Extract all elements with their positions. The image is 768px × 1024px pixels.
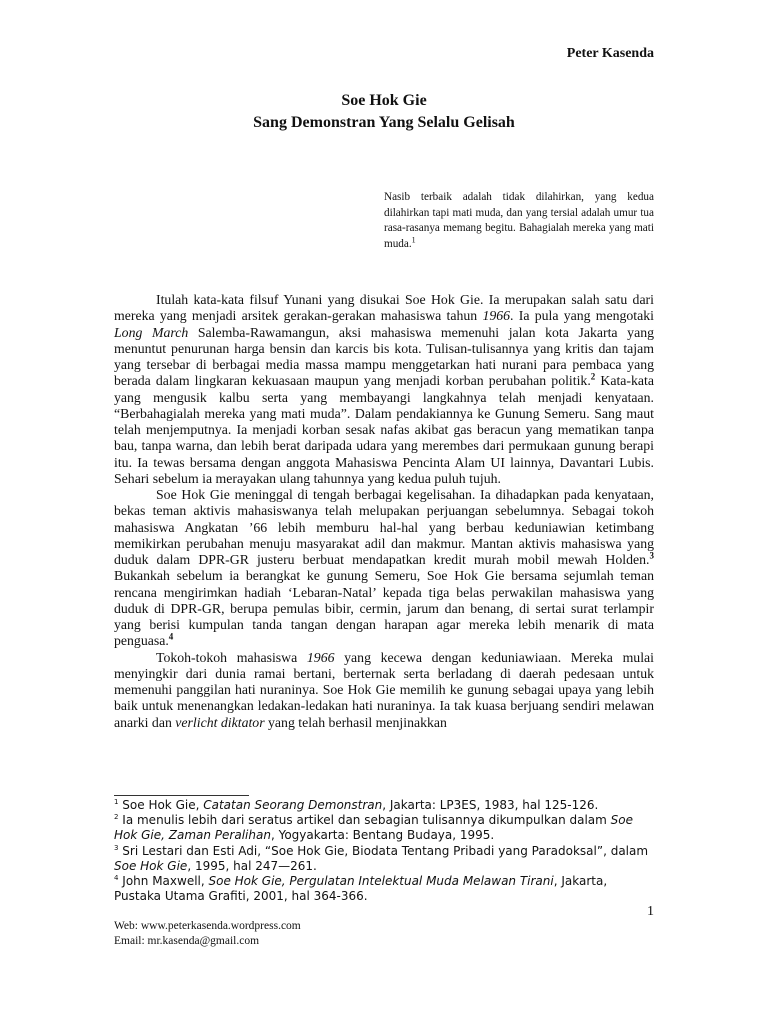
footnote-4-text-a: John Maxwell, <box>118 874 209 889</box>
p3-year: 1966 <box>306 649 335 665</box>
footnote-ref-1: 1 <box>411 234 416 244</box>
epigraph-quote <box>384 190 654 252</box>
footnote-ref-2: 2 <box>590 371 596 382</box>
footnote-3 <box>114 844 654 874</box>
contact-footer <box>114 919 301 949</box>
footnote-1-text-a: Soe Hok Gie, <box>118 798 204 812</box>
title-line-1: Soe Hok Gie <box>341 92 427 109</box>
p3-text-b: yang kecewa dengan keduniawiaan. Mereka mulai menyingkir dari dunia ramai bertani, berternak serta berladang di daerah pedesaan untuk memenuhi panggilan hati nuraninya. Soe Hok Gie memilih ke gunung sebagai upaya yang lebih baik untuk menenangkan ledakan-ledakan hati nuraninya. Ia tak kuasa berjuang sendiri melawan anarki dan <box>114 649 654 730</box>
p2-text-a: Soe Hok Gie meninggal di tengah berbagai kegelisahan. Ia dihadapkan pada kenyataan, bekas teman aktivis mahasiswanya telah melupakan perjuangan sebelumnya. Sebagai tokoh mahasiswa Angkatan ’66 lebih memburu hal-hal yang berbau keduniawian ketimbang memikirkan perubahan menuju masyarakat adil dan makmur. Mantan aktivis mahasiswa yang duduk dalam DPR-GR justeru berbuat mendapatkan kredit murah mobil mewah Holden. <box>114 487 654 567</box>
p2-text-b: Bukankah sebelum ia berangkat ke gunung Semeru, Soe Hok Gie bersama sejumlah teman rencana mengirimkan hadiah ‘Lebaran-Natal’ kepada tiga belas perwakilan mahasiswa yang duduk di DPR-GR, berupa pemulas bibir, cermin, jarum dan benang, di sertai surat terlampir yang berisi kumpulan tanda tangan dengan harapan agar mereka lebih menarik di mata penguasa. <box>114 568 654 649</box>
p3-text-a: Tokoh-tokoh mahasiswa <box>156 649 307 665</box>
email-link[interactable]: Email: mr.kasenda@gmail.com <box>114 935 260 947</box>
footnote-1 <box>114 798 654 813</box>
footnote-3-number: 3 <box>114 843 119 852</box>
p1-text-a: Itulah kata-kata filsuf Yunani yang disukai Soe Hok Gie. Ia merupakan salah satu dari mereka yang menjadi arsitek gerakan-gerakan mahasiswa tahun <box>114 292 654 324</box>
footnote-4-title: Soe Hok Gie, Pergulatan Intelektual Muda Melawan Tirani <box>208 874 554 889</box>
paragraph-3 <box>114 650 654 731</box>
footnote-2-text-b: , Yogyakarta: Bentang Budaya, 1995. <box>270 828 495 843</box>
footnote-3-title: Soe Hok Gie <box>114 858 188 873</box>
article-body <box>114 292 654 731</box>
footnote-1-number: 1 <box>114 798 119 806</box>
footnote-3-text-a: Sri Lestari dan Esti Adi, “Soe Hok Gie, Biodata Tentang Pribadi yang Paradoksal”, dalam <box>118 843 649 858</box>
p3-term-verlicht-diktator: verlicht diktator <box>175 714 265 730</box>
document-title <box>0 90 768 134</box>
footnote-4-number: 4 <box>114 874 119 883</box>
paragraph-1 <box>114 292 654 487</box>
footnote-2 <box>114 813 654 843</box>
footnote-1-text-b: , Jakarta: LP3ES, 1983, hal 125-126. <box>382 798 599 812</box>
p1-year: 1966 <box>482 308 511 324</box>
p1-text-c: Salemba-Rawamangun, aksi mahasiswa memenuhi jalan kota Jakarta yang menuntut penurunan harga bensin dan karcis bis kota. Tulisan-tulisannya yang kritis dan tajam yang tersebar di berbagai media massa mampu menggetarkan hati nurani para pembaca yang berada dalam lingkaran kekuasaan maupun yang menjadi korban perubahan politik. <box>114 324 654 389</box>
p1-term-long-march: Long March <box>114 324 189 340</box>
p1-text-b: . Ia pula yang mengotaki <box>510 308 654 324</box>
footnote-2-text-a: Ia menulis lebih dari seratus artikel dan sebagian tulisannya dikumpulkan dalam <box>118 813 611 828</box>
footnote-separator <box>114 795 249 796</box>
title-line-2: Sang Demonstran Yang Selalu Gelisah <box>253 114 515 131</box>
website-link[interactable]: Web: www.peterkasenda.wordpress.com <box>114 920 301 932</box>
footnote-3-text-b: , 1995, hal 247—261. <box>187 858 317 873</box>
footnote-2-number: 2 <box>114 813 119 822</box>
page-number: 1 <box>647 904 654 919</box>
footnotes <box>114 798 654 904</box>
footnote-4-text-b: , Jakarta, Pustaka Utama Grafiti, 2001, hal 364-366. <box>114 874 608 904</box>
p1-text-d: Kata-kata yang mengusik kalbu serta yang membayangi langkahnya telah menjadi kenyataan. “Berbahagialah mereka yang mati muda”. Dalam pendakiannya ke Gunung Semeru. Sang maut telah menjemputnya. Ia menjadi korban sesak nafas akibat gas beracun yang mematikan tanpa bau, tanpa warna, dan lebih berat daripada udara yang merembes dari permukaan gunung berapi itu. Ia tewas bersama dengan anggota Mahasiswa Pencinta Alam UI lainnya, Davantari Lubis. Sehari sebelum ia merayakan ulang tahunnya yang kedua puluh tujuh. <box>114 373 654 486</box>
footnote-2-title: Soe Hok Gie, Zaman Peralihan <box>114 813 634 843</box>
paragraph-2 <box>114 487 654 650</box>
p3-text-c: yang telah berhasil menjinakkan <box>264 714 447 730</box>
footnote-ref-4: 4 <box>168 631 174 642</box>
footnote-1-title: Catatan Seorang Demonstran <box>203 798 383 812</box>
footnote-4 <box>114 874 654 904</box>
author-name: Peter Kasenda <box>566 46 654 61</box>
footnote-ref-3: 3 <box>649 550 654 561</box>
epigraph-text: Nasib terbaik adalah tidak dilahirkan, yang kedua dilahirkan tapi mati muda, dan yang tersial adalah umur tua rasa-rasanya memang begitu. Bahagialah mereka yang mati muda. <box>384 191 654 250</box>
